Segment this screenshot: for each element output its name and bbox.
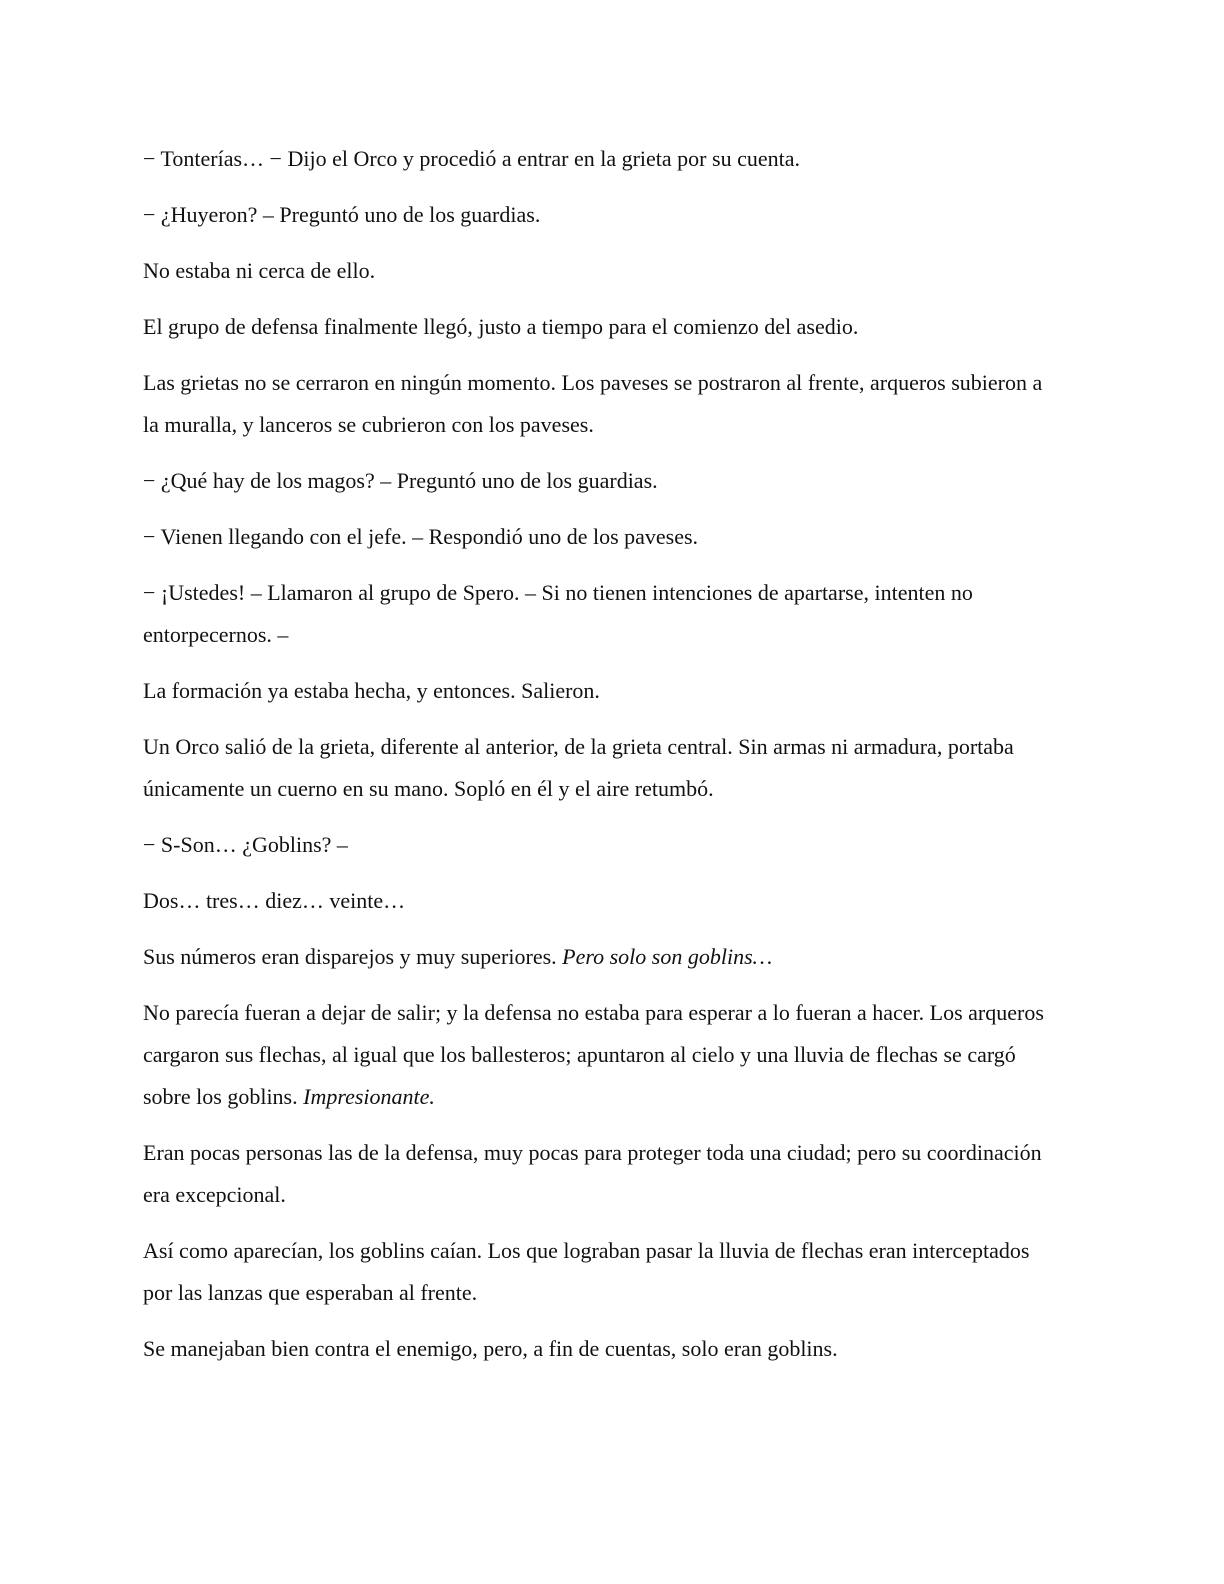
- paragraph: [143, 250, 1063, 292]
- paragraph-text: Sus números eran disparejos y muy superiores.: [143, 944, 563, 969]
- paragraph-text: − ¡Ustedes! – Llamaron al grupo de Spero. – Si no tienen intenciones de apartarse, intenten no entorpecernos. –: [143, 580, 973, 647]
- paragraph: [143, 138, 1063, 180]
- paragraph-text: Así como aparecían, los goblins caían. Los que lograban pasar la lluvia de flechas eran interceptados por las lanzas que esperaban al frente.: [143, 1238, 1030, 1305]
- paragraph: [143, 306, 1063, 348]
- paragraph-text: − S-Son… ¿Goblins? –: [143, 832, 348, 857]
- paragraph-text: Eran pocas personas las de la defensa, muy pocas para proteger toda una ciudad; pero su coordinación era excepcional.: [143, 1140, 1042, 1207]
- paragraph-text: Un Orco salió de la grieta, diferente al anterior, de la grieta central. Sin armas ni armadura, portaba únicamente un cuerno en su mano. Sopló en él y el aire retumbó.: [143, 734, 1014, 801]
- paragraph-text: Dos… tres… diez… veinte…: [143, 888, 406, 913]
- paragraph: [143, 1132, 1063, 1216]
- paragraph-text: Se manejaban bien contra el enemigo, pero, a fin de cuentas, solo eran goblins.: [143, 1336, 838, 1361]
- paragraph: [143, 362, 1063, 446]
- document-body: [143, 138, 1063, 1384]
- paragraph: [143, 824, 1063, 866]
- paragraph: [143, 460, 1063, 502]
- paragraph-text: − Tonterías… − Dijo el Orco y procedió a entrar en la grieta por su cuenta.: [143, 146, 800, 171]
- paragraph-text: No estaba ni cerca de ello.: [143, 258, 376, 283]
- paragraph-text: − ¿Qué hay de los magos? – Preguntó uno de los guardias.: [143, 468, 658, 493]
- paragraph: [143, 670, 1063, 712]
- paragraph: [143, 992, 1063, 1118]
- paragraph: [143, 516, 1063, 558]
- italic-text: Pero solo son goblins…: [562, 944, 773, 969]
- paragraph: [143, 1230, 1063, 1314]
- paragraph: [143, 194, 1063, 236]
- paragraph-text: La formación ya estaba hecha, y entonces. Salieron.: [143, 678, 600, 703]
- paragraph-text: No parecía fueran a dejar de salir; y la defensa no estaba para esperar a lo fueran a hacer. Los arqueros cargaron sus flechas, al igual que los ballesteros; apuntaron al cielo y una lluvia de flechas se cargó sobre los goblins.: [143, 1000, 1044, 1109]
- paragraph: [143, 936, 1063, 978]
- paragraph: [143, 1328, 1063, 1370]
- paragraph-text: Las grietas no se cerraron en ningún momento. Los paveses se postraron al frente, arqueros subieron a la muralla, y lanceros se cubrieron con los paveses.: [143, 370, 1043, 437]
- paragraph: [143, 572, 1063, 656]
- paragraph-text: − Vienen llegando con el jefe. – Respondió uno de los paveses.: [143, 524, 699, 549]
- paragraph-text: − ¿Huyeron? – Preguntó uno de los guardias.: [143, 202, 541, 227]
- italic-text: Impresionante.: [303, 1084, 435, 1109]
- paragraph: [143, 726, 1063, 810]
- paragraph-text: El grupo de defensa finalmente llegó, justo a tiempo para el comienzo del asedio.: [143, 314, 859, 339]
- paragraph: [143, 880, 1063, 922]
